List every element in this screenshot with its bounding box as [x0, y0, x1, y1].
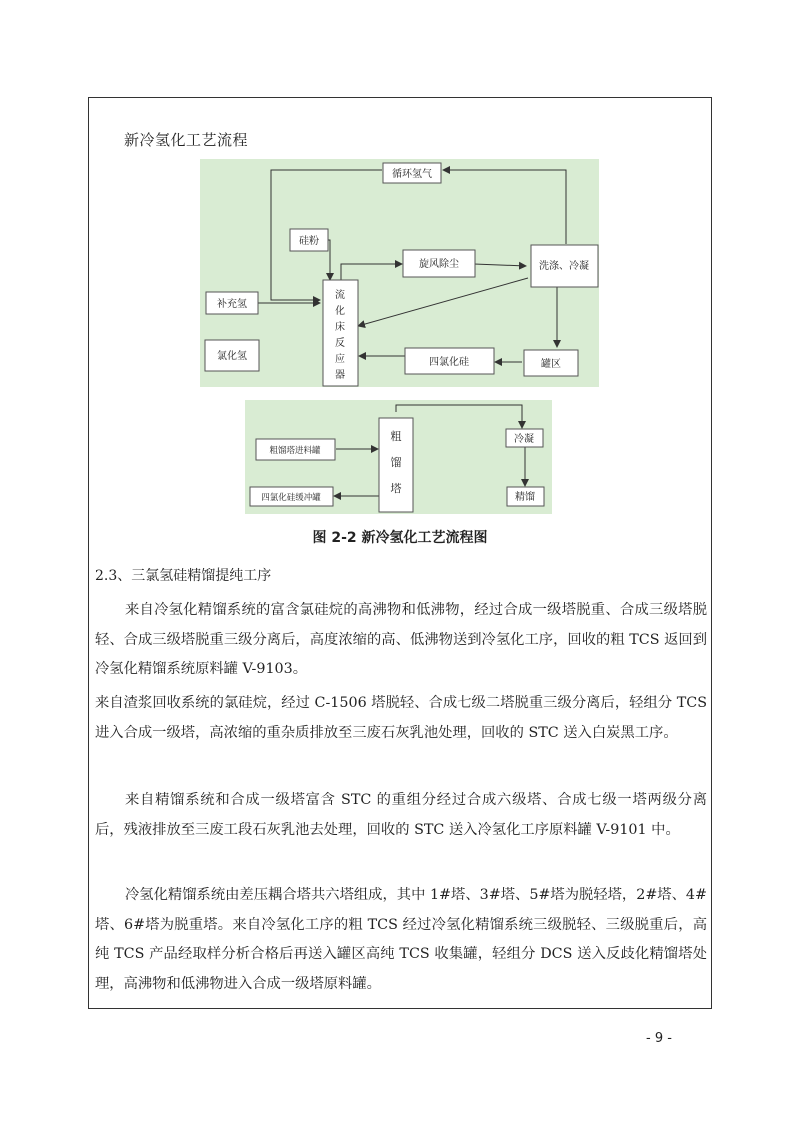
- process-flow-diagram: [0, 0, 800, 560]
- paragraph-3: 来自精馏系统和合成一级塔富含 STC 的重组分经过合成六级塔、合成七级一塔两级分离后，残液排放至三废工段石灰乳池去处理，回收的 STC 送入冷氢化工序原料罐 V-9101 中。: [95, 792, 707, 838]
- label-wash-condense: 洗涤、冷凝: [539, 261, 589, 272]
- label-recycle-hydrogen: 循环氢气: [392, 169, 432, 180]
- figure-caption: 图 2-2 新冷氢化工艺流程图: [312, 530, 488, 546]
- label-stc-buffer: 四氯化硅缓冲罐: [261, 493, 321, 503]
- page-number: - 9 -: [646, 1031, 672, 1046]
- label-silicon-tetrachloride: 四氯化硅: [429, 357, 469, 368]
- flow-title: 新冷氢化工艺流程: [124, 131, 249, 149]
- label-makeup-hydrogen: 补充氢: [217, 299, 247, 310]
- label-crude-tower: 粗馏塔: [390, 430, 402, 495]
- label-hydrogen-chloride: 氯化氢: [217, 351, 247, 362]
- label-feed-tank: 粗馏塔进料罐: [269, 446, 321, 456]
- label-silicon-powder: 硅粉: [299, 236, 319, 247]
- paragraph-1: 来自冷氢化精馏系统的富含氯硅烷的高沸物和低沸物，经过合成一级塔脱重、合成三级塔脱轻、合成三级塔脱重三级分离后，高度浓缩的高、低沸物送到冷氢化工序，回收的粗 TCS 返回到冷氢化精馏系统原料罐 V-9103。: [95, 602, 707, 677]
- label-tank-area: 罐区: [541, 359, 561, 370]
- paragraph-4: 冷氢化精馏系统由差压耦合塔共六塔组成，其中 1#塔、3#塔、5#塔为脱轻塔，2#塔、4#塔、6#塔为脱重塔。来自冷氢化工序的粗 TCS 经过冷氢化精馏系统三级脱轻、三级脱重后，高纯 TCS 产品经取样分析合格后再送入罐区高纯 TCS 收集罐，轻组分 DCS 送入反歧化精馏塔处理，高沸物和低沸物进入合成一级塔原料罐。: [95, 887, 707, 992]
- paragraph-2: 来自渣浆回收系统的氯硅烷，经过 C-1506 塔脱轻、合成七级二塔脱重三级分离后，轻组分 TCS 进入合成一级塔，高浓缩的重杂质排放至三废石灰乳池处理，回收的 STC 送入白炭黑工序。: [95, 695, 707, 741]
- label-condense: 冷凝: [514, 434, 534, 445]
- label-refined: 精馏: [515, 492, 535, 503]
- section-heading: 2.3、三氯氢硅精馏提纯工序: [95, 568, 272, 584]
- label-reactor: 流化床反应器: [335, 290, 345, 381]
- label-cyclone: 旋风除尘: [419, 259, 459, 270]
